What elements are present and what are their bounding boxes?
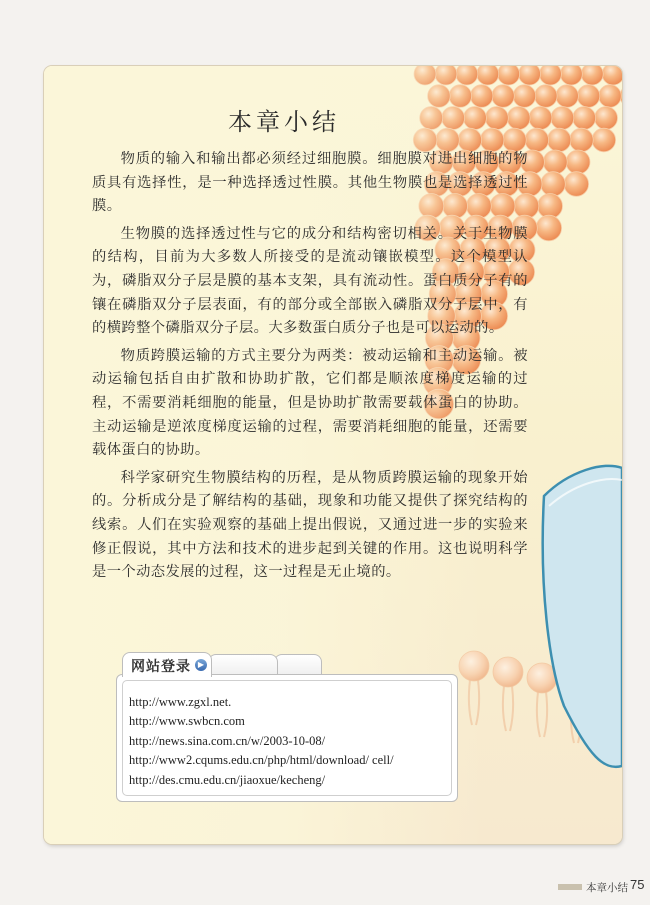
website-box: [116, 652, 458, 802]
summary-panel: [44, 66, 622, 844]
paragraph-1: 物质的输入和输出都必须经过细胞膜。细胞膜对进出细胞的物质具有选择性，是一种选择透过性膜。其他生物膜也是选择透过性膜。: [92, 151, 528, 215]
arrow-right-icon: ▶: [195, 659, 207, 671]
tab-website-login: [122, 652, 212, 677]
link-item[interactable]: http://www.zgxl.net.: [129, 695, 232, 709]
summary-text: [92, 148, 528, 589]
page-title: 本章小结: [228, 108, 340, 136]
page-number: 75: [630, 877, 645, 892]
paragraph-4: 科学家研究生物膜结构的历程，是从物质跨膜运输的现象开始的。分析成分是了解结构的基础，现象和功能又提供了探究结构的线索。人们在实验观察的基础上提出假说，又通过进一步的实验来修正假说，其中方法和技术的进步起到关键的作用。这也说明科学是一个动态发展的过程，这一过程是无止境的。: [92, 469, 528, 581]
website-label: 网站登录: [131, 659, 191, 675]
link-list: [129, 693, 394, 790]
paragraph-2: 生物膜的选择透过性与它的成分和结构密切相关。关于生物膜的结构，目前为大多数人所接受的是流动镶嵌模型。这个模型认为，磷脂双分子层是膜的基本支架，具有流动性。蛋白质分子有的镶在磷脂双分子层表面，有的部分或全部嵌入磷脂双分子层中，有的横跨整个磷脂双分子层。大多数蛋白质分子也是可以运动的。: [92, 225, 528, 337]
website-tabs: [116, 652, 458, 676]
links-box: [116, 674, 458, 802]
link-item[interactable]: http://news.sina.com.cn/w/2003-10-08/: [129, 733, 326, 748]
paragraph-3: 物质跨膜运输的方式主要分为两类：被动运输和主动运输。被动运输包括自由扩散和协助扩散，它们都是顺浓度梯度运输的过程，不需要消耗细胞的能量，但是协助扩散需要载体蛋白的协助。主动运输是逆浓度梯度运输的过程，需要消耗细胞的能量，还需要载体蛋白的协助。: [92, 347, 528, 459]
link-item[interactable]: http://des.cmu.edu.cn/jiaoxue/kecheng/: [129, 772, 326, 787]
link-item[interactable]: http://www.swbcn.com: [129, 714, 245, 729]
footer-chapter-label: 本章小结: [586, 882, 628, 894]
footer-bar: [558, 884, 582, 890]
protein-shape: [543, 466, 622, 767]
link-item[interactable]: http://www2.cqums.edu.cn/php/html/download/ cell/: [129, 753, 394, 768]
